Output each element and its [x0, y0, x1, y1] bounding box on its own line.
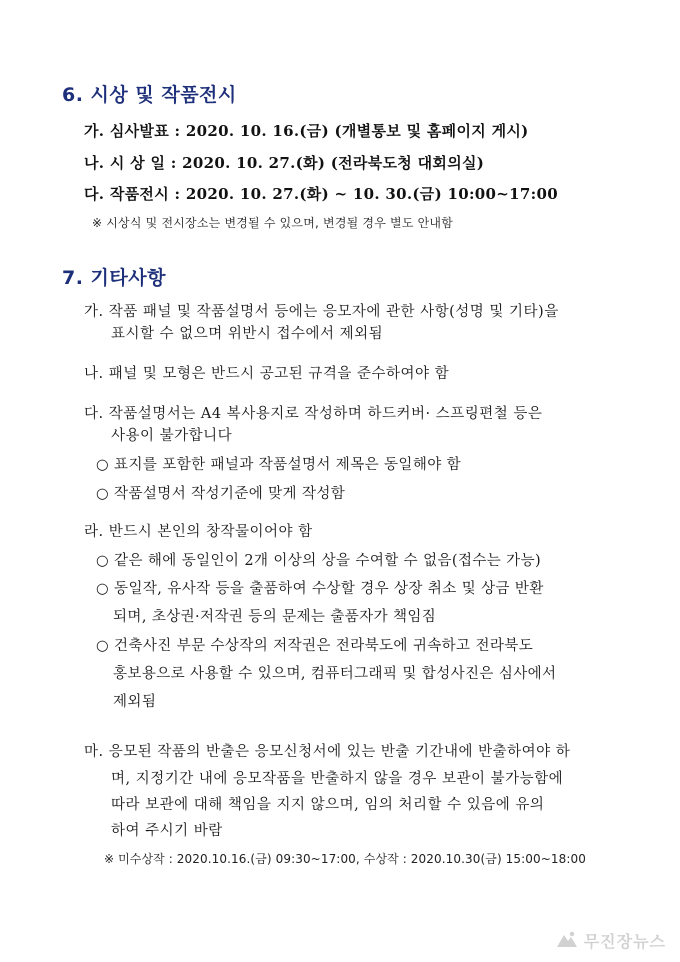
item-ra-sub2-line2: 되며, 초상권·저작권 등의 문제는 출품자가 책임짐 [113, 609, 437, 625]
item-na: 나. 패널 및 모형은 반드시 공고된 규격을 준수하여야 함 [84, 366, 450, 382]
item-ma-line3: 따라 보관에 대해 책임을 지지 않으며, 임의 처리할 수 있음에 유의 [111, 797, 545, 813]
item-ra-sub3-line2: 홍보용으로 사용할 수 있으며, 컴퓨터그래픽 및 합성사진은 심사에서 [113, 666, 557, 682]
item-ma-line1: 마. 응모된 작품의 반출은 응모신청서에 있는 반출 기간내에 반출하여야 하 [84, 744, 571, 760]
exhibit-return-footnote: ※ 미수상작 : 2020.10.16.(금) 09:30~17:00, 수상작 : 2020.10.30(금) 15:00~18:00 [104, 852, 586, 866]
schedule-item-judging: 가. 심사발표 : 2020. 10. 16.(금) (개별통보 및 홈페이지 게시) [84, 122, 529, 140]
item-ga-line2: 표시할 수 없으며 위반시 접수에서 제외됨 [111, 326, 384, 342]
item-ma-line4: 하여 주시기 바람 [111, 823, 223, 839]
item-da-line2: 사용이 불가합니다 [111, 428, 233, 444]
item-ra-sub3-line1: ○ 건축사진 부문 수상작의 저작권은 전라북도에 귀속하고 전라북도 [96, 638, 534, 654]
watermark-text: 무진장뉴스 [583, 932, 666, 951]
item-da-line1: 다. 작품설명서는 A4 복사용지로 작성하며 하드커버· 스프링편철 등은 [84, 406, 543, 422]
schedule-item-exhibition: 다. 작품전시 : 2020. 10. 27.(화) ~ 10. 30.(금) 10:00~17:00 [84, 185, 558, 203]
section-7-heading: 7. 기타사항 [62, 267, 166, 289]
item-da-sub2: ○ 작품설명서 작성기준에 맞게 작성함 [96, 486, 346, 502]
item-ra-sub1: ○ 같은 해에 동일인이 2개 이상의 상을 수여할 수 없음(접수는 가능) [96, 553, 542, 569]
item-ra-line1: 라. 반드시 본인의 창작물이어야 함 [84, 524, 313, 540]
section-6-heading: 6. 시상 및 작품전시 [62, 84, 237, 106]
watermark [556, 929, 666, 952]
schedule-item-award: 나. 시 상 일 : 2020. 10. 27.(화) (전라북도청 대회의실) [84, 154, 485, 172]
section-6-note: ※ 시상식 및 전시장소는 변경될 수 있으며, 변경될 경우 별도 안내함 [92, 216, 454, 230]
item-ra-sub2-line1: ○ 동일작, 유사작 등을 출품하여 수상할 경우 상장 취소 및 상금 반환 [96, 581, 544, 597]
item-ma-line2: 며, 지정기간 내에 응모작품을 반출하지 않을 경우 보관이 불가능함에 [111, 771, 564, 787]
watermark-logo-icon [556, 930, 578, 952]
item-da-sub1: ○ 표지를 포함한 패널과 작품설명서 제목은 동일해야 함 [96, 457, 462, 473]
item-ga-line1: 가. 작품 패널 및 작품설명서 등에는 응모자에 관한 사항(성명 및 기타)을 [84, 304, 559, 320]
item-ra-sub3-line3: 제외됨 [113, 694, 157, 710]
